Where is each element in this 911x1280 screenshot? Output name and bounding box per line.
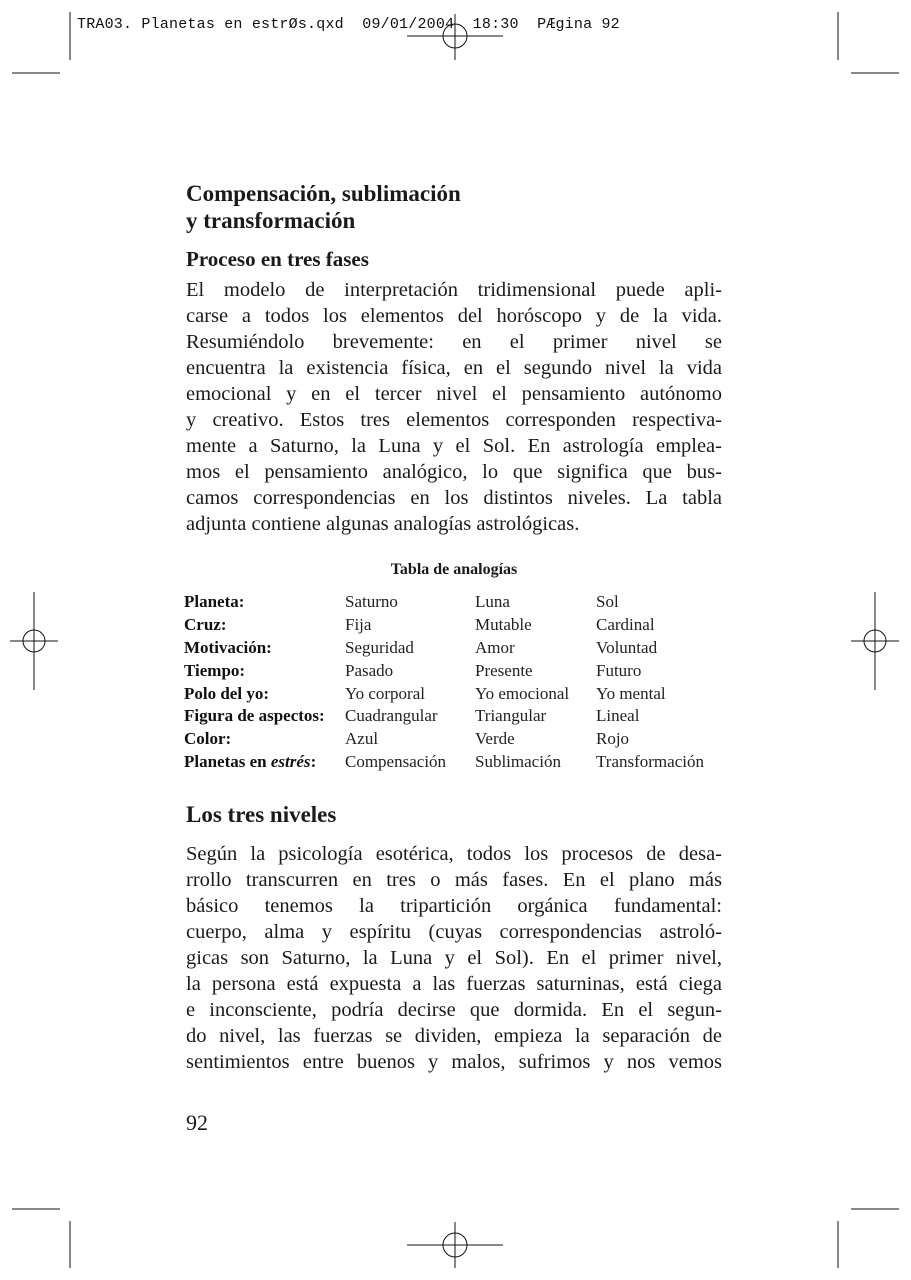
table-cell: Transformación bbox=[596, 751, 704, 771]
page-number: 92 bbox=[186, 1110, 208, 1135]
table-row bbox=[184, 614, 704, 637]
table-row bbox=[184, 682, 704, 705]
chapter-heading-line-1: Compensación, sublimación bbox=[186, 181, 461, 206]
text-line: básico tenemos la tripartición orgánica fundamental: bbox=[186, 895, 722, 918]
text-line: Resumiéndolo brevemente: en el primer nivel se bbox=[186, 331, 722, 353]
paragraph-1 bbox=[186, 277, 722, 537]
table-cell: Cardinal bbox=[596, 615, 655, 635]
row-label-suffix: : bbox=[310, 751, 317, 771]
table-cell: Yo corporal bbox=[345, 683, 425, 703]
row-label-prefix: Planetas en bbox=[184, 751, 271, 771]
row-label: Cruz: bbox=[184, 615, 227, 635]
subheading: Proceso en tres fases bbox=[186, 247, 369, 271]
text-line: encuentra la existencia física, en el segundo nivel la vida bbox=[186, 357, 722, 379]
table-cell: Verde bbox=[475, 729, 515, 749]
text-line: carse a todos los elementos del horóscopo y de la vida. bbox=[186, 305, 722, 327]
row-label-italic: estrés bbox=[270, 751, 311, 771]
table-cell: Yo emocional bbox=[475, 683, 570, 703]
text-line: mente a Saturno, la Luna y el Sol. En astrología emplea- bbox=[186, 435, 722, 457]
chapter-heading bbox=[186, 180, 722, 234]
text-line: emocional y en el tercer nivel el pensamiento autónomo bbox=[186, 383, 722, 405]
table-title: Tabla de analogías bbox=[390, 561, 518, 578]
registration-mark-right bbox=[851, 592, 899, 690]
table-row bbox=[184, 659, 704, 682]
text-line: la persona está expuesta a las fuerzas saturninas, está ciega bbox=[186, 973, 722, 996]
table-cell: Fija bbox=[345, 615, 372, 635]
table-cell: Futuro bbox=[596, 660, 642, 680]
page-body bbox=[186, 180, 722, 1075]
table-cell: Compensación bbox=[345, 751, 447, 771]
table-cell: Voluntad bbox=[596, 637, 658, 657]
row-label: Motivación: bbox=[184, 637, 272, 657]
table-cell: Yo mental bbox=[596, 683, 666, 703]
table-cell: Saturno bbox=[345, 592, 398, 612]
text-line: gicas son Saturno, la Luna y el Sol). En el primer nivel, bbox=[186, 947, 722, 970]
registration-mark-top bbox=[407, 14, 503, 60]
table-cell: Lineal bbox=[596, 706, 640, 726]
chapter-heading-line-2: y transformación bbox=[186, 208, 356, 233]
registration-mark-left bbox=[10, 592, 58, 690]
row-label: Figura de aspectos: bbox=[184, 706, 325, 726]
row-label: Tiempo: bbox=[184, 660, 246, 680]
table-row bbox=[184, 637, 704, 660]
registration-mark-bottom bbox=[407, 1222, 503, 1268]
table-cell: Cuadrangular bbox=[345, 706, 438, 726]
row-label bbox=[184, 751, 345, 774]
text-line: Según la psicología esotérica, todos los procesos de desa- bbox=[186, 843, 722, 866]
table-cell: Azul bbox=[345, 729, 379, 749]
paragraph-2 bbox=[186, 841, 722, 1075]
analogies-table bbox=[184, 591, 704, 773]
row-label: Planeta: bbox=[184, 592, 245, 612]
table-cell: Luna bbox=[475, 592, 510, 612]
print-slug: TRA03. Planetas en estrØs.qxd 09/01/2004 18:30 PÆgina 92 bbox=[77, 16, 620, 33]
text-line: sentimientos entre buenos y malos, sufrimos y nos vemos bbox=[186, 1051, 722, 1074]
section-heading: Los tres niveles bbox=[186, 802, 337, 828]
text-line: rrollo transcurren en tres o más fases. En el plano más bbox=[186, 869, 722, 892]
table-row bbox=[184, 728, 704, 751]
text-line: e inconsciente, podría decirse que dormida. En el segun- bbox=[186, 999, 722, 1022]
table-cell: Sublimación bbox=[475, 751, 561, 771]
text-line: do nivel, las fuerzas se dividen, empieza la separación de bbox=[186, 1025, 722, 1048]
table-cell: Presente bbox=[475, 660, 533, 680]
text-line: mos el pensamiento analógico, lo que significa que bus- bbox=[186, 461, 722, 483]
text-line: adjunta contiene algunas analogías astrológicas. bbox=[186, 513, 580, 535]
table-cell: Mutable bbox=[475, 615, 532, 635]
text-line: camos correspondencias en los distintos niveles. La tabla bbox=[186, 487, 722, 509]
table-cell: Pasado bbox=[345, 660, 394, 680]
row-label: Polo del yo: bbox=[184, 683, 269, 703]
row-label: Color: bbox=[184, 729, 232, 749]
table-row bbox=[184, 751, 704, 774]
text-line: cuerpo, alma y espíritu (cuyas correspondencias astroló- bbox=[186, 921, 722, 944]
table-row bbox=[184, 705, 704, 728]
table-cell: Rojo bbox=[596, 729, 630, 749]
table-row bbox=[184, 591, 704, 614]
table-cell: Sol bbox=[596, 592, 619, 612]
table-cell: Amor bbox=[475, 637, 515, 657]
text-line: y creativo. Estos tres elementos corresponden respectiva- bbox=[186, 409, 722, 431]
table-cell: Triangular bbox=[475, 706, 547, 726]
table-cell: Seguridad bbox=[345, 637, 414, 657]
text-line: El modelo de interpretación tridimensional puede apli- bbox=[186, 279, 722, 301]
